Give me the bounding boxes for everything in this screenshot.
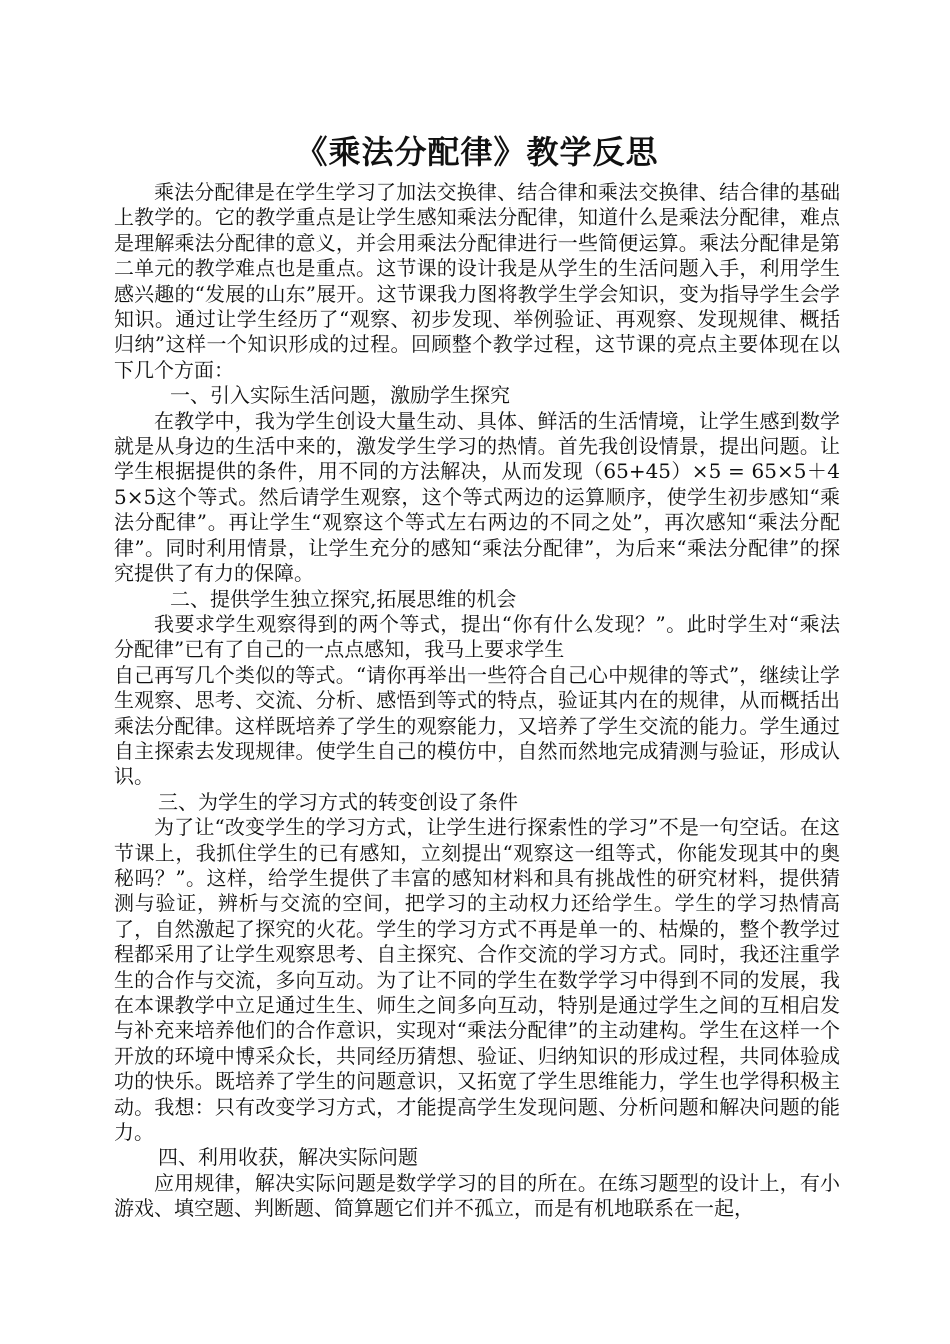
intro-paragraph: 乘法分配律是在学生学习了加法交换律、结合律和乘法交换律、结合律的基础上教学的。它的教学重点是让学生感知乘法分配律，知道什么是乘法分配律，难点是理解乘法分配律的意义，并会用乘法分配律进行一些简便运算。乘法分配律是第二单元的教学难点也是重点。这节课的设计我是从学生的生活问题入手，利用学生感兴趣的“发展的山东”展开。这节课我力图将教学生学会知识，变为指导学生会学知识。通过让学生经历了“观察、初步发现、举例验证、再观察、发现规律、概括归纳”这样一个知识形成的过程。回顾整个教学过程，这节课的亮点主要体现在以下几个方面： bbox=[114, 180, 840, 382]
section-2-heading: 二、提供学生独立探究,拓展思维的机会 bbox=[170, 586, 517, 611]
section-4-heading: 四、利用收获，解决实际问题 bbox=[158, 1145, 418, 1170]
document-page bbox=[114, 128, 840, 1222]
document-title: 《乘法分配律》教学反思 bbox=[295, 133, 659, 171]
section-2-paragraph-b: 自己再写几个类似的等式。“请你再举出一些符合自己心中规律的等式”，继续让学生观察、思考、交流、分析、感悟到等式的特点，验证其内在的规律，从而概括出乘法分配律。这样既培养了学生的观察能力，又培养了学生交流的能力。学生通过自主探索去发现规律。使学生自己的模仿中，自然而然地完成猜测与验证，形成认识。 bbox=[114, 662, 840, 789]
section-3-heading: 三、为学生的学习方式的转变创设了条件 bbox=[158, 789, 518, 814]
section-2-paragraph-a: 我要求学生观察得到的两个等式，提出“你有什么发现？”。此时学生对“乘法分配律”已有了自己的一点点感知，我马上要求学生 bbox=[114, 611, 840, 662]
section-3-paragraph: 为了让“改变学生的学习方式，让学生进行探索性的学习”不是一句空话。在这节课上，我抓住学生的已有感知，立刻提出“观察这一组等式，你能发现其中的奥秘吗？”。这样，给学生提供了丰富的感知材料和具有挑战性的研究材料，提供猜测与验证，辨析与交流的空间，把学习的主动权力还给学生。学生的学习热情高了，自然激起了探究的火花。学生的学习方式不再是单一的、枯燥的，整个教学过程都采用了让学生观察思考、自主探究、合作交流的学习方式。同时，我还注重学生的合作与交流，多向互动。为了让不同的学生在数学学习中得到不同的发展，我在本课教学中立足通过生生、师生之间多向互动，特别是通过学生之间的互相启发与补充来培养他们的合作意识，实现对“乘法分配律”的主动建构。学生在这样一个开放的环境中博采众长，共同经历猜想、验证、归纳知识的形成过程，共同体验成功的快乐。既培养了学生的问题意识，又拓宽了学生思维能力，学生也学得积极主动。我想：只有改变学习方式，才能提高学生发现问题、分析问题和解决问题的能力。 bbox=[114, 815, 840, 1145]
section-4-paragraph: 应用规律，解决实际问题是数学学习的目的所在。在练习题型的设计上，有小游戏、填空题、判断题、简算题它们并不孤立，而是有机地联系在一起， bbox=[114, 1170, 840, 1221]
section-1-paragraph: 在教学中，我为学生创设大量生动、具体、鲜活的生活情境，让学生感到数学就是从身边的生活中来的，激发学生学习的热情。首先我创设情景，提出问题。让学生根据提供的条件，用不同的方法解决，从而发现（65+45）×5 = 65×5＋45×5这个等式。然后请学生观察，这个等式两边的运算顺序，使学生初步感知“乘法分配律”。再让学生“观察这个等式左右两边的不同之处”，再次感知“乘法分配律”。同时利用情景，让学生充分的感知“乘法分配律”，为后来“乘法分配律”的探究提供了有力的保障。 bbox=[114, 408, 840, 586]
section-1-heading: 一、引入实际生活问题，激励学生探究 bbox=[170, 383, 510, 408]
